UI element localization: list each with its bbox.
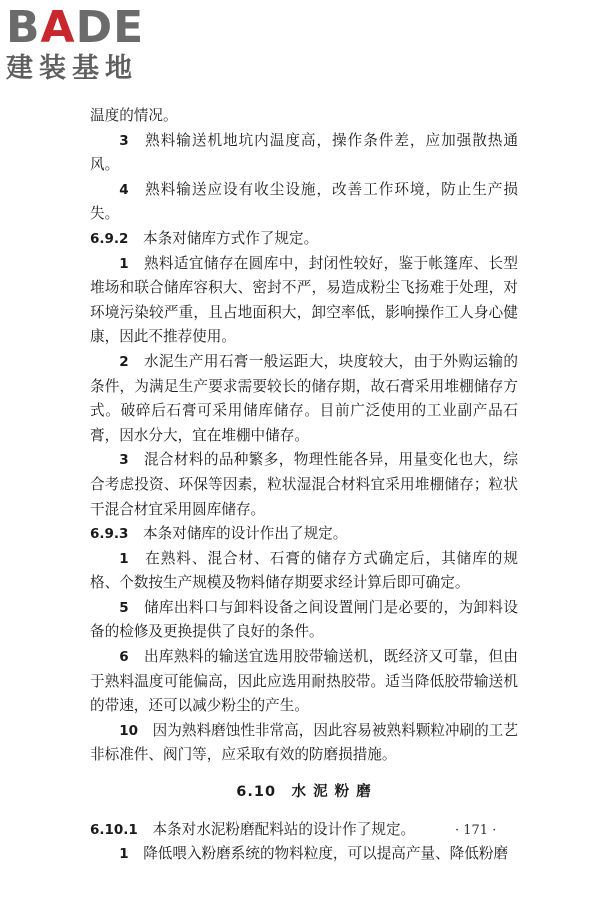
list-item: 10 因为熟料磨蚀性非常高，因此容易被熟料颗粒冲刷的工艺非标准件、阀门等，应采取有效的防磨损措施。 <box>90 721 518 764</box>
list-item: 1 降低喂入粉磨系统的物料粒度，可以提高产量、降低粉磨 <box>119 845 509 863</box>
logo-brand: BADE <box>6 2 145 53</box>
list-item: 2 水泥生产用石膏一般运距大，块度较大，由于外购运输的条件，为满足生产要求需要较长的储存期，故石膏采用堆棚储存方式。破碎后石膏可采用储库储存。目前广泛使用的工业副产品石膏，因水分大，宜在堆棚中储存。 <box>90 352 518 444</box>
list-item: 3 混合材料的品种繁多，物理性能各异，用量变化也大，综合考虑投资、环保等因素，粒状湿混合材料宜采用堆棚储存；粒状干混合材宜采用圆库储存。 <box>90 451 518 518</box>
page-number: · 171 · <box>455 823 497 838</box>
document-body <box>90 104 518 867</box>
list-item: 1 熟料适宜储存在圆库中，封闭性较好，鉴于帐篷库、长型堆场和联合储库容积大、密封不严，易造成粉尘飞扬难于处理，对环境污染较严重，且占地面积大，卸空率低，影响操作工人身心健康，因此不推荐使用。 <box>90 254 518 346</box>
list-item: 3 熟料输送机地坑内温度高，操作条件差，应加强散热通风。 <box>90 131 518 174</box>
list-item: 4 熟料输送应设有收尘设施，改善工作环境，防止生产损失。 <box>90 180 518 223</box>
list-item: 1 在熟料、混合材、石膏的储存方式确定后，其储库的规格、个数按生产规模及物料储存期要求经计算后即可确定。 <box>90 549 518 592</box>
list-item: 5 储库出料口与卸料设备之间设置闸门是必要的，为卸料设备的检修及更换提供了良好的条件。 <box>90 598 518 641</box>
list-item: 6 出库熟料的输送宜选用胶带输送机，既经济又可靠，但由于熟料温度可能偏高，因此应选用耐热胶带。适当降低胶带输送机的带速，还可以减少粉尘的产生。 <box>90 648 518 715</box>
continuation-text: 温度的情况。 <box>90 107 178 124</box>
clause-heading: 6.10.1 本条对水泥粉磨配料站的设计作了规定。 <box>90 820 416 838</box>
section-title: 6.10 水 泥 粉 磨 <box>236 784 372 801</box>
clause-heading: 6.9.2 本条对储库方式作了规定。 <box>90 229 319 247</box>
logo-subtitle: 建装基地 <box>6 53 138 84</box>
clause-heading: 6.9.3 本条对储库的设计作出了规定。 <box>90 525 348 543</box>
logo <box>6 4 176 86</box>
